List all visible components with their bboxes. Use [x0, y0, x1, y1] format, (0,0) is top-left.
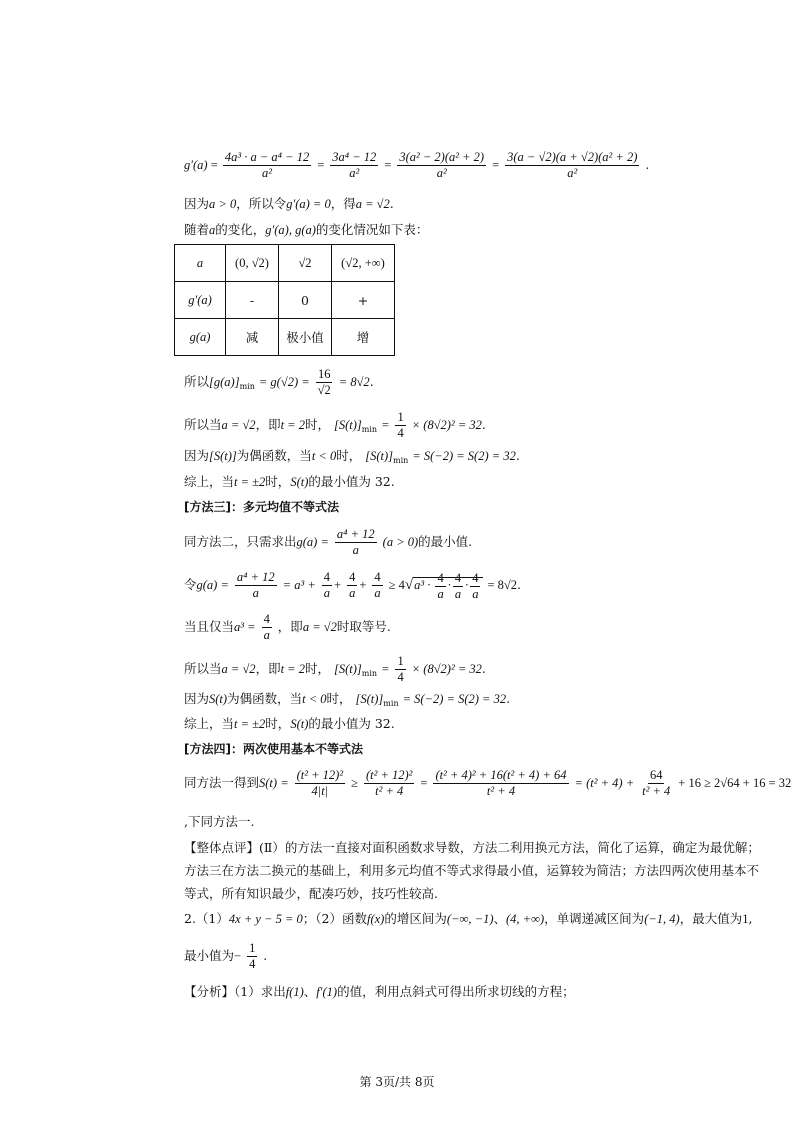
text-line: 综上，当t = ±2时，S(t)的最小值为 32. [184, 474, 395, 489]
table-row [175, 282, 395, 319]
fraction: $\frac{1}{4}$ [397, 410, 404, 440]
fraction: $\frac{\text{(t² + 12)²}}{\text{t² + 4}}$ [365, 768, 413, 798]
fraction: $\frac{\text{(t² + 12)²}}{4|t|}$ [296, 768, 344, 798]
section-heading: [方法四]：两次使用基本不等式法 [184, 742, 363, 756]
text-line: ,下同方法一. [184, 814, 255, 829]
fraction: $\frac{4}{a}$ [437, 570, 444, 601]
variation-table [174, 244, 395, 356]
fraction: $\frac{\text{3(a² − 2)(a² + 2)}}{\text{a²}}$ [399, 150, 485, 180]
text-line: 令g(a) = $\frac{\text{a⁴ + 12}}{a}$ = a³ + $\frac{4}{a}$ + $\frac{4}{a}$ + $\frac{4}{a}$ ≥ 4√a³ · $\frac{4}{a}$ · $\frac{4}{a}$ · $\frac{4}{a}$ = 8√2. [184, 570, 521, 601]
text-line: 综上，当t = ±2时，S(t)的最小值为 32. [184, 716, 395, 731]
text-line: 随着a的变化，g′(a), g(a)的变化情况如下表： [184, 222, 429, 237]
text-line: 因为a > 0，所以令g′(a) = 0，得a = √2. [184, 196, 394, 211]
text-line: 所以$[g(a)]_{min} = g(√2)$ = $\frac{16}{√2}$ = 8√2. [184, 367, 374, 397]
fraction: $\frac{\text{3a⁴ − 12}}{\text{a²}}$ [332, 150, 377, 180]
paragraph-line: 方法三在方法二换元的基础上，利用多元均值不等式求得最小值，运算较为简洁；方法四两次使用基本不 [184, 863, 760, 878]
text-line: 同方法一得到S(t) = $\frac{\text{(t² + 12)²}}{4|t|}$ ≥ $\frac{\text{(t² + 12)²}}{\text{t² + 4}}$ = $\frac{\text{(t² + 4)² + 16(t² + 4) + 64}}{\text{t² + 4}}$ = (t² + 4) + $\frac{64}{\text{t² + 4}}$ + 16 ≥ 2√64 + 16 = 32 [184, 768, 792, 798]
analysis-line: 【分析】（1）求出f(1)、f′(1)的值，利用点斜式可得出所求切线的方程； [184, 984, 575, 999]
fraction: $\frac{4}{a}$ [472, 570, 479, 601]
text-line: 所以当a = √2，即t = 2时， $[S(t)]_{min}$ = $\frac{1}{4}$ × (8√2)² = 32. [184, 410, 486, 440]
text-line: 所以当a = √2，即t = 2时， $[S(t)]_{min}$ = $\frac{1}{4}$ × (8√2)² = 32. [184, 654, 486, 684]
fraction: $\frac{\text{a⁴ + 12}}{a}$ [236, 570, 275, 600]
fraction: $\frac{4}{a}$ [374, 570, 381, 600]
table-cell: - [226, 282, 279, 319]
table-row [175, 245, 395, 282]
paragraph-line: 【整体点评】(Ⅱ）的方法一直接对面积函数求导数，方法二利用换元方法，简化了运算，确定为最优解； [184, 840, 760, 855]
table-cell: + [332, 282, 395, 319]
table-cell: √2 [279, 245, 332, 282]
text-line: 同方法二，只需求出g(a) = $\frac{\text{a⁴ + 12}}{a}$ (a > 0)的最小值. [184, 527, 473, 557]
page-number: 第 3页/共 8页 [359, 1075, 435, 1089]
fraction: $\frac{64}{\text{t² + 4}}$ [642, 768, 671, 798]
section-heading: [方法三]：多元均值不等式法 [184, 500, 339, 514]
fraction: $\frac{\text{3(a − √2)(a + √2)(a² + 2)}}{\text{a²}}$ [507, 150, 638, 180]
fraction: $\frac{\text{(t² + 4)² + 16(t² + 4) + 64}}{\text{t² + 4}}$ [435, 768, 567, 798]
fraction: $\frac{4}{a}$ [454, 570, 462, 601]
table-cell: 0 [279, 282, 332, 319]
text-line: 因为[S(t)]为偶函数，当t < 0时， $[S(t)]_{min} = S(-2) = S(2) = 32$. [184, 448, 520, 465]
table-cell: (√2, +∞) [332, 245, 395, 282]
table-row [175, 319, 395, 356]
fraction: $\frac{1}{4}$ [397, 654, 404, 684]
fraction: $\frac{\text{a⁴ + 12}}{a}$ [336, 527, 375, 557]
fraction: $\frac{4}{a}$ [349, 570, 356, 600]
table-cell: (0, √2) [226, 245, 279, 282]
fraction: $\frac{16}{√2}$ [317, 367, 331, 397]
fourth-root: a³ · $\frac{4}{a}$ · $\frac{4}{a}$ · $\frac{4}{a}$ [413, 577, 483, 592]
table-cell: 增 [332, 319, 395, 356]
fraction: $\frac{1}{4}$ [249, 941, 256, 971]
table-cell: g′(a) [175, 282, 226, 319]
table-cell: 极小值 [279, 319, 332, 356]
derivative-equation: g′(a) = $\frac{\text{4a³ · a − a⁴ − 12}}{\text{a²}}$ = $\frac{\text{3a⁴ − 12}}{\text{a²}}$ = $\frac{\text{3(a² − 2)(a² + 2)}}{\text{a²}}$ = $\frac{\text{3(a − √2)(a + √2)(a² + 2)}}{\text{a²}}$ . [184, 150, 650, 180]
table-cell: 减 [226, 319, 279, 356]
table-cell: a [175, 245, 226, 282]
answer-line: 2.（1）4x + y − 5 = 0；（2）函数f(x)的增区间为(−∞, −1)、(4, +∞)，单调递减区间为(−1, 4)，最大值为1, [184, 911, 753, 926]
fraction: $\frac{\text{4a³ · a − a⁴ − 12}}{\text{a²}}$ [224, 150, 310, 180]
answer-line: 最小值为− $\frac{1}{4}$ . [184, 941, 268, 971]
fraction: $\frac{4}{a}$ [263, 612, 270, 642]
text-line: 因为S(t)为偶函数，当t < 0时， $[S(t)]_{min} = S(-2) = S(2) = 32$. [184, 691, 511, 708]
fraction: $\frac{4}{a}$ [323, 570, 331, 600]
paragraph-line: 等式，所有知识最少，配凑巧妙，技巧性较高. [184, 886, 438, 901]
text-line: 当且仅当a³ = $\frac{4}{a}$ ，即a = √2时取等号. [184, 612, 391, 642]
table-cell: g(a) [175, 319, 226, 356]
